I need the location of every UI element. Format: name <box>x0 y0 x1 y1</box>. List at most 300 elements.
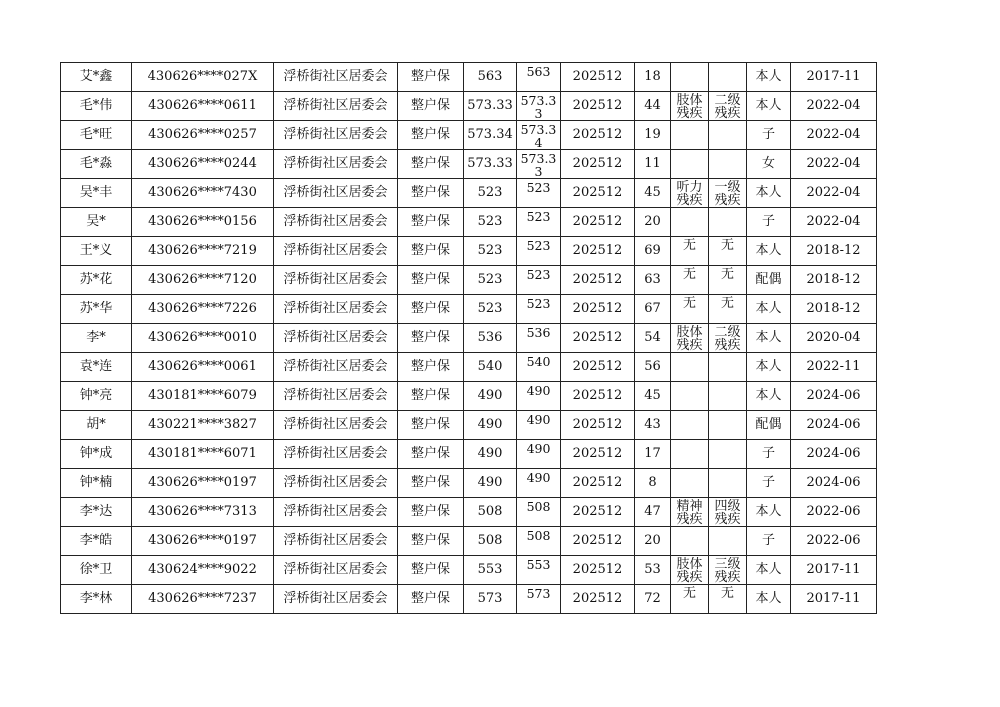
disability-level-cell-text: 无 <box>720 266 734 282</box>
assistance-type-cell: 整户保 <box>398 469 464 498</box>
name-cell: 徐*卫 <box>61 556 132 585</box>
community-cell: 浮桥街社区居委会 <box>274 411 398 440</box>
disability-level-cell-text <box>709 470 746 497</box>
community-cell: 浮桥街社区居委会 <box>274 440 398 469</box>
total-amount-cell-text: 536 <box>526 324 551 340</box>
assistance-type-cell: 整户保 <box>398 92 464 121</box>
table-row <box>61 150 877 179</box>
disability-type-cell-text: 无 <box>682 266 696 282</box>
month-cell: 202512 <box>561 324 635 353</box>
table-row <box>61 266 877 295</box>
table-row <box>61 440 877 469</box>
disability-level-cell <box>709 237 747 266</box>
age-cell: 45 <box>635 382 671 411</box>
name-cell: 毛*淼 <box>61 150 132 179</box>
name-cell: 李* <box>61 324 132 353</box>
age-cell: 72 <box>635 585 671 614</box>
disability-type-cell-text <box>671 151 708 178</box>
total-amount-cell-text: 508 <box>526 498 551 514</box>
relation-cell: 本人 <box>747 92 791 121</box>
disability-level-cell <box>709 585 747 614</box>
start-date-cell: 2022-11 <box>791 353 877 382</box>
start-date-cell: 2017-11 <box>791 585 877 614</box>
disability-type-cell <box>671 527 709 556</box>
id-number-cell: 430626****7226 <box>132 295 274 324</box>
age-cell: 54 <box>635 324 671 353</box>
start-date-cell: 2024-06 <box>791 440 877 469</box>
total-amount-cell <box>517 382 561 411</box>
community-cell: 浮桥街社区居委会 <box>274 208 398 237</box>
amount-cell: 536 <box>464 324 517 353</box>
total-amount-cell-text: 553 <box>526 556 551 572</box>
disability-level-cell-text: 无 <box>720 585 734 601</box>
age-cell: 43 <box>635 411 671 440</box>
table-row <box>61 237 877 266</box>
start-date-cell: 2022-04 <box>791 208 877 237</box>
month-cell: 202512 <box>561 411 635 440</box>
disability-level-cell <box>709 498 747 527</box>
amount-cell: 573.33 <box>464 92 517 121</box>
id-number-cell: 430626****0257 <box>132 121 274 150</box>
assistance-type-cell: 整户保 <box>398 208 464 237</box>
disability-type-cell-text: 听力残疾 <box>676 179 703 207</box>
total-amount-cell <box>517 179 561 208</box>
relation-cell: 子 <box>747 469 791 498</box>
name-cell: 胡* <box>61 411 132 440</box>
roster-body <box>61 63 877 614</box>
table-row <box>61 121 877 150</box>
assistance-type-cell: 整户保 <box>398 382 464 411</box>
amount-cell: 553 <box>464 556 517 585</box>
id-number-cell: 430626****0156 <box>132 208 274 237</box>
relation-cell: 配偶 <box>747 411 791 440</box>
disability-level-cell <box>709 324 747 353</box>
month-cell: 202512 <box>561 527 635 556</box>
disability-level-cell <box>709 150 747 179</box>
relation-cell: 本人 <box>747 556 791 585</box>
relation-cell: 本人 <box>747 179 791 208</box>
disability-level-cell <box>709 63 747 92</box>
table-row <box>61 556 877 585</box>
id-number-cell: 430626****0061 <box>132 353 274 382</box>
total-amount-cell <box>517 527 561 556</box>
month-cell: 202512 <box>561 208 635 237</box>
month-cell: 202512 <box>561 121 635 150</box>
assistance-type-cell: 整户保 <box>398 527 464 556</box>
total-amount-cell-text: 523 <box>526 295 551 311</box>
start-date-cell: 2017-11 <box>791 63 877 92</box>
start-date-cell: 2018-12 <box>791 237 877 266</box>
age-cell: 63 <box>635 266 671 295</box>
amount-cell: 508 <box>464 498 517 527</box>
disability-type-cell-text <box>671 528 708 555</box>
relation-cell: 本人 <box>747 295 791 324</box>
disability-level-cell <box>709 353 747 382</box>
age-cell: 44 <box>635 92 671 121</box>
amount-cell: 508 <box>464 527 517 556</box>
table-row <box>61 469 877 498</box>
id-number-cell: 430626****0611 <box>132 92 274 121</box>
name-cell: 吴* <box>61 208 132 237</box>
amount-cell: 523 <box>464 237 517 266</box>
total-amount-cell-text: 523 <box>526 237 551 253</box>
disability-type-cell <box>671 208 709 237</box>
table-row <box>61 63 877 92</box>
community-cell: 浮桥街社区居委会 <box>274 527 398 556</box>
month-cell: 202512 <box>561 237 635 266</box>
total-amount-cell <box>517 440 561 469</box>
assistance-type-cell: 整户保 <box>398 237 464 266</box>
id-number-cell: 430624****9022 <box>132 556 274 585</box>
disability-type-cell <box>671 469 709 498</box>
id-number-cell: 430626****7120 <box>132 266 274 295</box>
total-amount-cell-text: 523 <box>526 208 551 224</box>
community-cell: 浮桥街社区居委会 <box>274 469 398 498</box>
name-cell: 钟*亮 <box>61 382 132 411</box>
disability-level-cell <box>709 179 747 208</box>
id-number-cell: 430626****7430 <box>132 179 274 208</box>
start-date-cell: 2022-04 <box>791 92 877 121</box>
community-cell: 浮桥街社区居委会 <box>274 382 398 411</box>
disability-level-cell <box>709 208 747 237</box>
month-cell: 202512 <box>561 63 635 92</box>
month-cell: 202512 <box>561 498 635 527</box>
disability-type-cell-text: 无 <box>682 295 696 311</box>
disability-type-cell <box>671 295 709 324</box>
total-amount-cell-text: 490 <box>526 411 551 427</box>
disability-level-cell-text <box>709 383 746 410</box>
total-amount-cell <box>517 353 561 382</box>
total-amount-cell-text: 490 <box>526 440 551 456</box>
id-number-cell: 430626****7219 <box>132 237 274 266</box>
disability-level-cell-text <box>709 209 746 236</box>
total-amount-cell-text: 573.33 <box>520 150 557 178</box>
disability-type-cell-text <box>671 470 708 497</box>
disability-level-cell-text: 无 <box>720 295 734 311</box>
age-cell: 45 <box>635 179 671 208</box>
amount-cell: 523 <box>464 295 517 324</box>
assistance-type-cell: 整户保 <box>398 498 464 527</box>
start-date-cell: 2017-11 <box>791 556 877 585</box>
disability-level-cell <box>709 411 747 440</box>
age-cell: 19 <box>635 121 671 150</box>
total-amount-cell-text: 573.34 <box>520 121 557 149</box>
age-cell: 20 <box>635 208 671 237</box>
age-cell: 67 <box>635 295 671 324</box>
amount-cell: 523 <box>464 179 517 208</box>
start-date-cell: 2018-12 <box>791 295 877 324</box>
disability-type-cell-text <box>671 209 708 236</box>
relation-cell: 本人 <box>747 353 791 382</box>
relation-cell: 子 <box>747 440 791 469</box>
total-amount-cell <box>517 411 561 440</box>
community-cell: 浮桥街社区居委会 <box>274 92 398 121</box>
disability-type-cell <box>671 121 709 150</box>
relation-cell: 女 <box>747 150 791 179</box>
month-cell: 202512 <box>561 150 635 179</box>
name-cell: 苏*花 <box>61 266 132 295</box>
name-cell: 吴*丰 <box>61 179 132 208</box>
total-amount-cell-text: 563 <box>526 63 551 79</box>
amount-cell: 523 <box>464 266 517 295</box>
total-amount-cell <box>517 150 561 179</box>
total-amount-cell-text: 573 <box>526 585 551 601</box>
total-amount-cell <box>517 295 561 324</box>
start-date-cell: 2022-04 <box>791 121 877 150</box>
name-cell: 钟*成 <box>61 440 132 469</box>
age-cell: 11 <box>635 150 671 179</box>
name-cell: 钟*楠 <box>61 469 132 498</box>
disability-type-cell-text: 无 <box>682 237 696 253</box>
total-amount-cell <box>517 266 561 295</box>
disability-level-cell-text <box>709 151 746 178</box>
age-cell: 18 <box>635 63 671 92</box>
amount-cell: 563 <box>464 63 517 92</box>
total-amount-cell <box>517 208 561 237</box>
disability-type-cell <box>671 324 709 353</box>
amount-cell: 573.34 <box>464 121 517 150</box>
start-date-cell: 2022-04 <box>791 179 877 208</box>
amount-cell: 490 <box>464 411 517 440</box>
disability-type-cell <box>671 92 709 121</box>
disability-level-cell <box>709 121 747 150</box>
age-cell: 20 <box>635 527 671 556</box>
start-date-cell: 2022-04 <box>791 150 877 179</box>
assistance-type-cell: 整户保 <box>398 121 464 150</box>
total-amount-cell <box>517 469 561 498</box>
start-date-cell: 2024-06 <box>791 469 877 498</box>
relation-cell: 本人 <box>747 63 791 92</box>
relation-cell: 子 <box>747 208 791 237</box>
id-number-cell: 430626****7313 <box>132 498 274 527</box>
disability-level-cell-text: 二级残疾 <box>714 324 741 352</box>
total-amount-cell <box>517 556 561 585</box>
assistance-type-cell: 整户保 <box>398 150 464 179</box>
community-cell: 浮桥街社区居委会 <box>274 237 398 266</box>
disability-level-cell <box>709 92 747 121</box>
community-cell: 浮桥街社区居委会 <box>274 585 398 614</box>
id-number-cell: 430181****6071 <box>132 440 274 469</box>
amount-cell: 490 <box>464 440 517 469</box>
disability-type-cell <box>671 237 709 266</box>
disability-type-cell <box>671 63 709 92</box>
disability-type-cell <box>671 440 709 469</box>
assistance-type-cell: 整户保 <box>398 411 464 440</box>
name-cell: 毛*伟 <box>61 92 132 121</box>
id-number-cell: 430626****7237 <box>132 585 274 614</box>
month-cell: 202512 <box>561 266 635 295</box>
disability-type-cell-text <box>671 412 708 439</box>
total-amount-cell-text: 540 <box>526 353 551 369</box>
id-number-cell: 430626****027X <box>132 63 274 92</box>
table-row <box>61 295 877 324</box>
name-cell: 李*林 <box>61 585 132 614</box>
total-amount-cell <box>517 63 561 92</box>
month-cell: 202512 <box>561 353 635 382</box>
disability-level-cell-text <box>709 528 746 555</box>
total-amount-cell-text: 508 <box>526 527 551 543</box>
relation-cell: 本人 <box>747 585 791 614</box>
amount-cell: 573 <box>464 585 517 614</box>
disability-type-cell <box>671 585 709 614</box>
disability-level-cell-text: 四级残疾 <box>714 498 741 526</box>
disability-level-cell-text <box>709 64 746 91</box>
month-cell: 202512 <box>561 585 635 614</box>
month-cell: 202512 <box>561 556 635 585</box>
disability-type-cell <box>671 382 709 411</box>
age-cell: 56 <box>635 353 671 382</box>
id-number-cell: 430221****3827 <box>132 411 274 440</box>
disability-level-cell <box>709 295 747 324</box>
disability-type-cell <box>671 556 709 585</box>
assistance-type-cell: 整户保 <box>398 266 464 295</box>
table-row <box>61 527 877 556</box>
amount-cell: 523 <box>464 208 517 237</box>
disability-type-cell <box>671 179 709 208</box>
table-row <box>61 324 877 353</box>
assistance-type-cell: 整户保 <box>398 324 464 353</box>
start-date-cell: 2024-06 <box>791 382 877 411</box>
assistance-type-cell: 整户保 <box>398 295 464 324</box>
community-cell: 浮桥街社区居委会 <box>274 498 398 527</box>
total-amount-cell <box>517 324 561 353</box>
disability-type-cell-text: 精神残疾 <box>676 498 703 526</box>
name-cell: 苏*华 <box>61 295 132 324</box>
total-amount-cell-text: 573.33 <box>520 92 557 120</box>
total-amount-cell <box>517 498 561 527</box>
table-row <box>61 208 877 237</box>
name-cell: 毛*旺 <box>61 121 132 150</box>
name-cell: 李*达 <box>61 498 132 527</box>
month-cell: 202512 <box>561 179 635 208</box>
table-row <box>61 411 877 440</box>
community-cell: 浮桥街社区居委会 <box>274 179 398 208</box>
total-amount-cell-text: 523 <box>526 266 551 282</box>
relation-cell: 本人 <box>747 237 791 266</box>
table-row <box>61 382 877 411</box>
start-date-cell: 2022-06 <box>791 527 877 556</box>
relation-cell: 本人 <box>747 324 791 353</box>
disability-level-cell-text: 无 <box>720 237 734 253</box>
id-number-cell: 430626****0010 <box>132 324 274 353</box>
table-row <box>61 92 877 121</box>
community-cell: 浮桥街社区居委会 <box>274 266 398 295</box>
total-amount-cell-text: 490 <box>526 469 551 485</box>
relation-cell: 子 <box>747 121 791 150</box>
age-cell: 17 <box>635 440 671 469</box>
community-cell: 浮桥街社区居委会 <box>274 324 398 353</box>
amount-cell: 540 <box>464 353 517 382</box>
assistance-type-cell: 整户保 <box>398 353 464 382</box>
total-amount-cell <box>517 585 561 614</box>
disability-level-cell <box>709 440 747 469</box>
disability-type-cell <box>671 353 709 382</box>
disability-type-cell-text: 肢体残疾 <box>676 324 703 352</box>
table-row <box>61 353 877 382</box>
amount-cell: 490 <box>464 382 517 411</box>
start-date-cell: 2018-12 <box>791 266 877 295</box>
community-cell: 浮桥街社区居委会 <box>274 150 398 179</box>
month-cell: 202512 <box>561 382 635 411</box>
disability-level-cell <box>709 469 747 498</box>
disability-type-cell-text <box>671 441 708 468</box>
relation-cell: 配偶 <box>747 266 791 295</box>
name-cell: 袁*连 <box>61 353 132 382</box>
disability-level-cell-text <box>709 412 746 439</box>
community-cell: 浮桥街社区居委会 <box>274 556 398 585</box>
table-row <box>61 498 877 527</box>
disability-type-cell <box>671 498 709 527</box>
relation-cell: 本人 <box>747 382 791 411</box>
disability-level-cell <box>709 527 747 556</box>
disability-type-cell-text: 肢体残疾 <box>676 92 703 120</box>
disability-type-cell-text <box>671 383 708 410</box>
relation-cell: 本人 <box>747 498 791 527</box>
month-cell: 202512 <box>561 92 635 121</box>
month-cell: 202512 <box>561 440 635 469</box>
disability-level-cell-text <box>709 122 746 149</box>
age-cell: 69 <box>635 237 671 266</box>
disability-level-cell <box>709 266 747 295</box>
disability-type-cell <box>671 150 709 179</box>
assistance-type-cell: 整户保 <box>398 179 464 208</box>
disability-level-cell-text: 二级残疾 <box>714 92 741 120</box>
month-cell: 202512 <box>561 469 635 498</box>
disability-type-cell-text: 肢体残疾 <box>676 556 703 584</box>
table-row <box>61 179 877 208</box>
month-cell: 202512 <box>561 295 635 324</box>
disability-type-cell-text <box>671 354 708 381</box>
id-number-cell: 430626****0244 <box>132 150 274 179</box>
total-amount-cell <box>517 92 561 121</box>
age-cell: 8 <box>635 469 671 498</box>
amount-cell: 490 <box>464 469 517 498</box>
table-row <box>61 585 877 614</box>
disability-type-cell-text: 无 <box>682 585 696 601</box>
amount-cell: 573.33 <box>464 150 517 179</box>
relation-cell: 子 <box>747 527 791 556</box>
community-cell: 浮桥街社区居委会 <box>274 63 398 92</box>
disability-type-cell-text <box>671 64 708 91</box>
assistance-type-cell: 整户保 <box>398 585 464 614</box>
start-date-cell: 2020-04 <box>791 324 877 353</box>
disability-level-cell <box>709 382 747 411</box>
disability-level-cell <box>709 556 747 585</box>
age-cell: 53 <box>635 556 671 585</box>
name-cell: 王*义 <box>61 237 132 266</box>
community-cell: 浮桥街社区居委会 <box>274 295 398 324</box>
disability-type-cell <box>671 411 709 440</box>
start-date-cell: 2024-06 <box>791 411 877 440</box>
start-date-cell: 2022-06 <box>791 498 877 527</box>
total-amount-cell-text: 490 <box>526 382 551 398</box>
assistance-type-cell: 整户保 <box>398 556 464 585</box>
total-amount-cell <box>517 121 561 150</box>
disability-level-cell-text <box>709 354 746 381</box>
id-number-cell: 430626****0197 <box>132 527 274 556</box>
disability-type-cell-text <box>671 122 708 149</box>
id-number-cell: 430626****0197 <box>132 469 274 498</box>
assistance-roster-table <box>60 62 877 614</box>
disability-level-cell-text <box>709 441 746 468</box>
disability-level-cell-text: 一级残疾 <box>714 179 741 207</box>
assistance-type-cell: 整户保 <box>398 440 464 469</box>
id-number-cell: 430181****6079 <box>132 382 274 411</box>
disability-type-cell <box>671 266 709 295</box>
disability-level-cell-text: 三级残疾 <box>714 556 741 584</box>
assistance-type-cell: 整户保 <box>398 63 464 92</box>
name-cell: 李*皓 <box>61 527 132 556</box>
